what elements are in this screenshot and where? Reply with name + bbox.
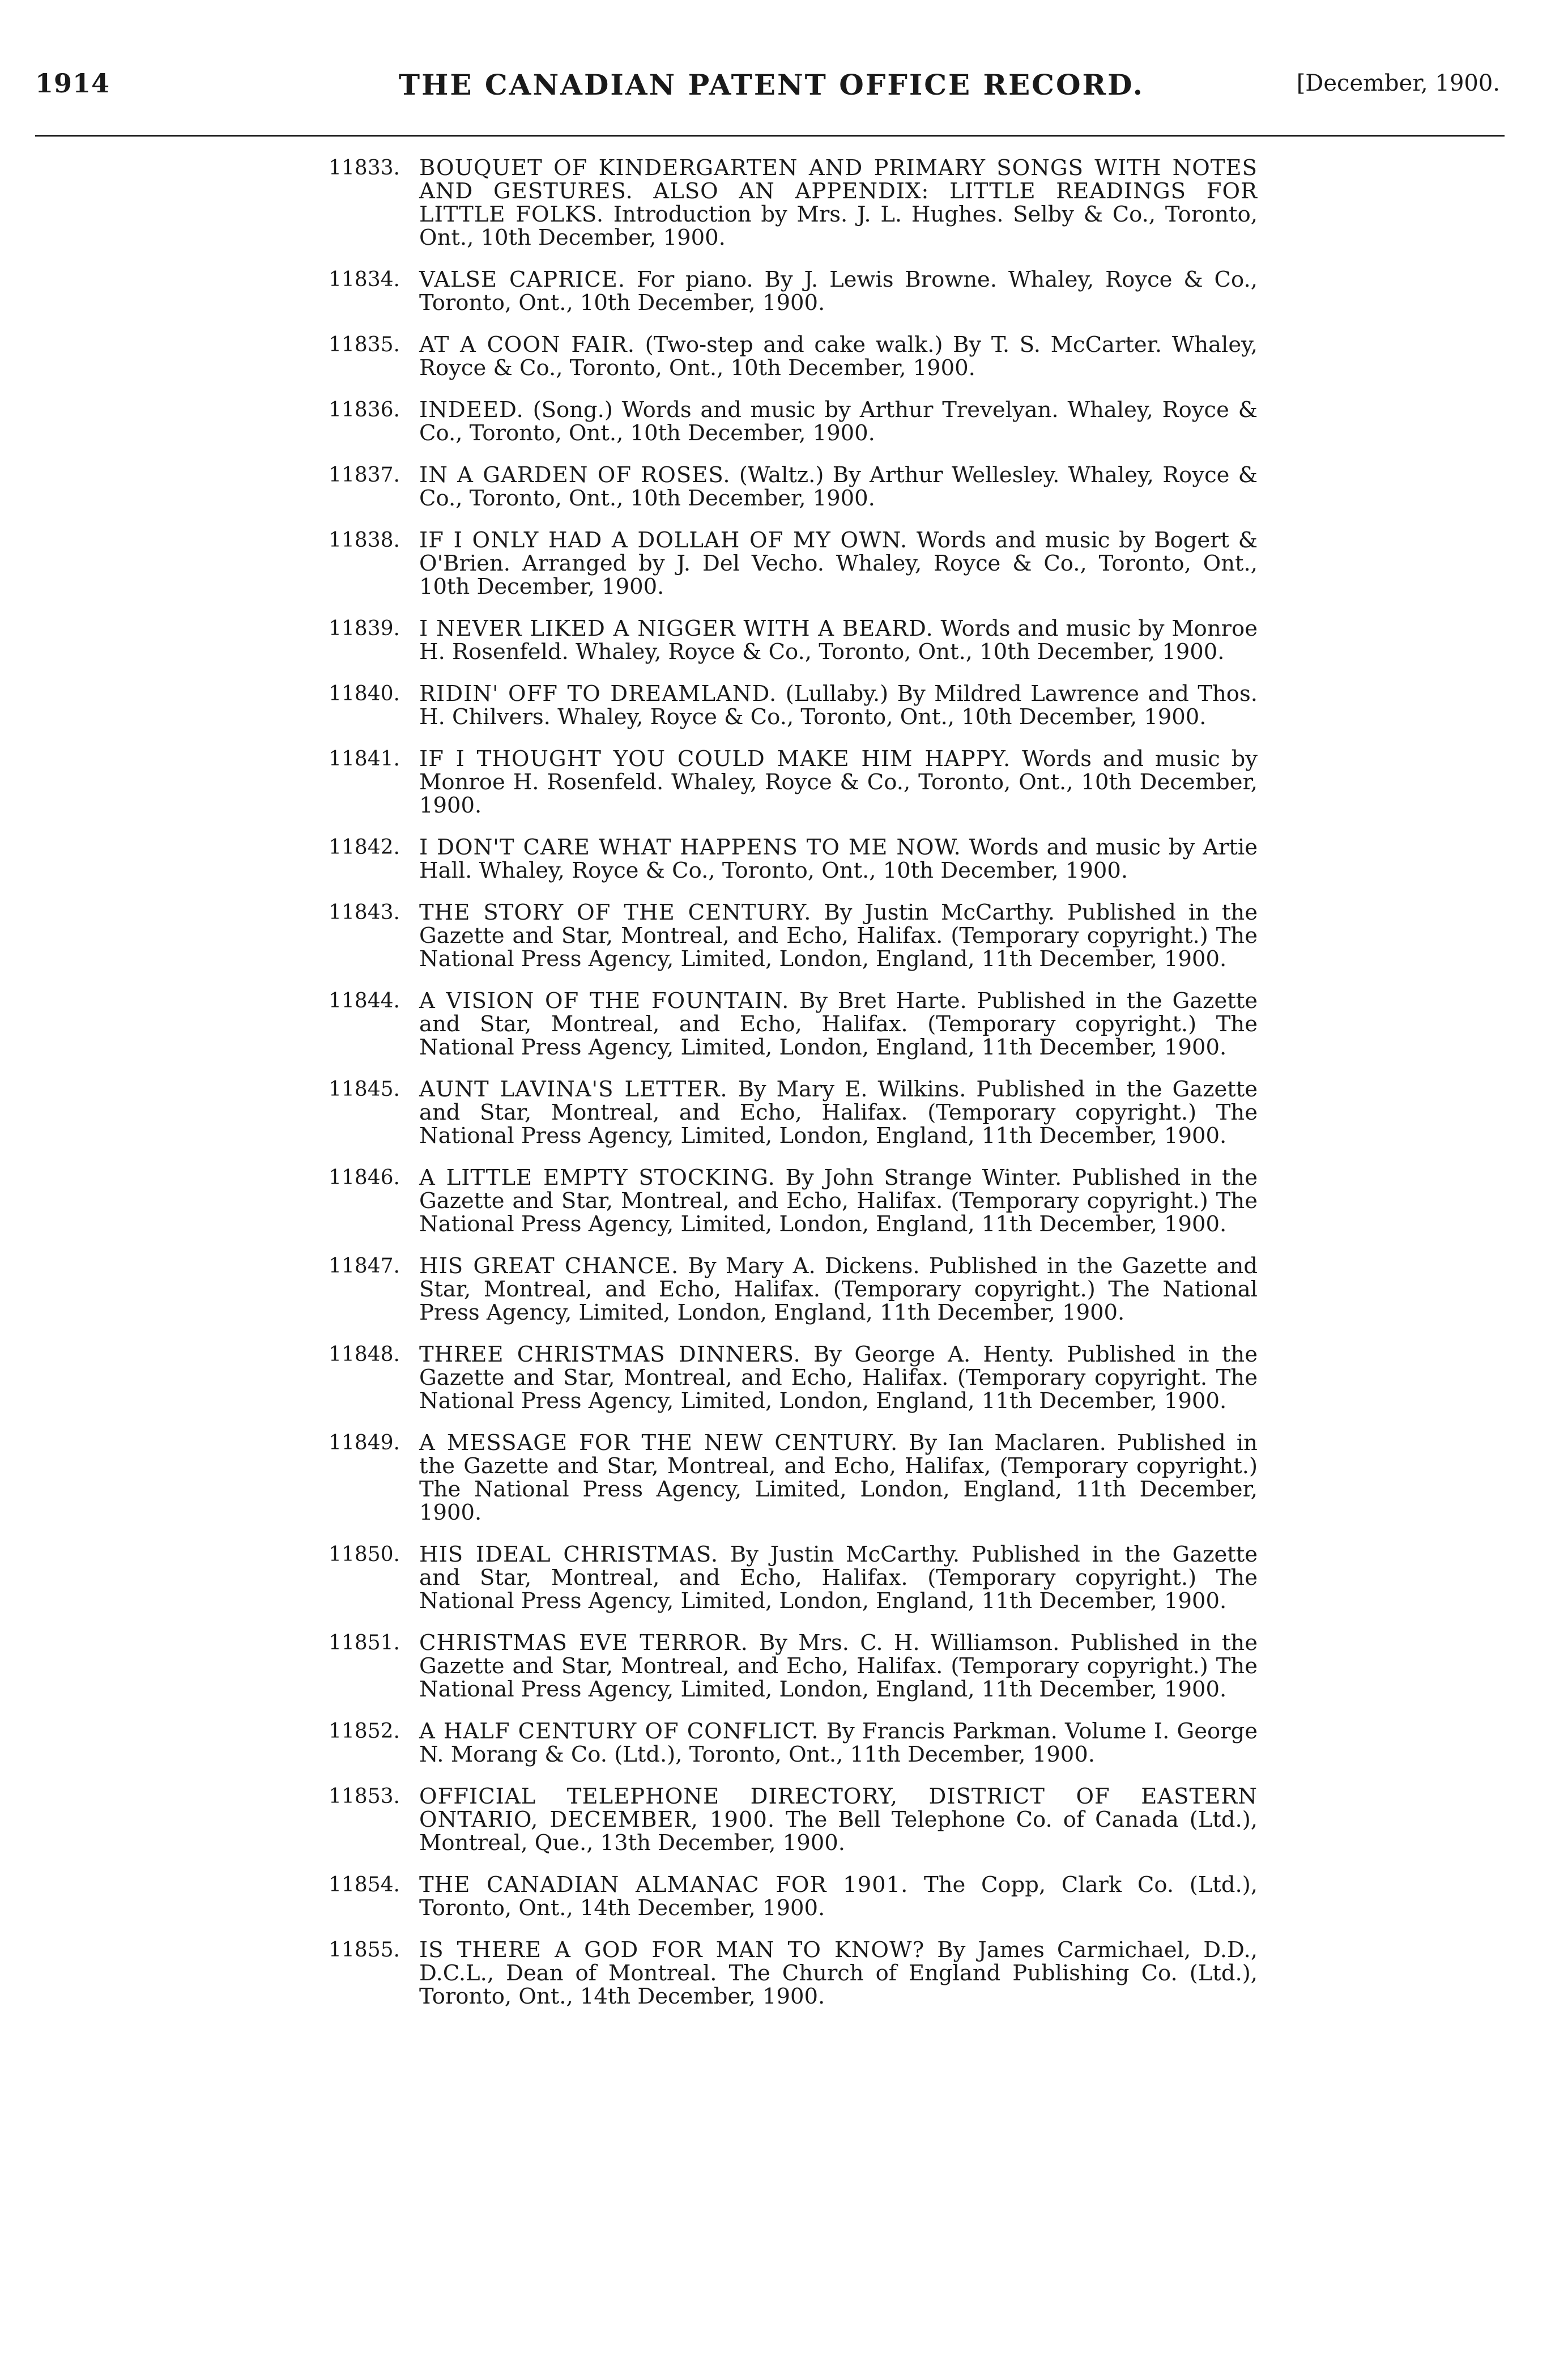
entry-number: 11837. [329, 463, 400, 487]
list-item [329, 398, 1258, 445]
entry-title: AT A COON FAIR. [419, 332, 635, 358]
entry-number: 11833. [329, 156, 400, 180]
list-item [329, 268, 1258, 314]
list-item [329, 1543, 1258, 1613]
entry-number: 11854. [329, 1873, 400, 1896]
entry-title: IF I ONLY HAD A DOLLAH OF MY OWN. [419, 528, 908, 553]
entry-number: 11834. [329, 268, 400, 291]
entry-details: By Justin McCarthy. Published in the Gazette and Star, Montreal, and Echo, Halifax. (Temporary copyright.) The National Press Agency, Limited, London, England, 11th December, 1900. [419, 900, 1258, 972]
list-item [329, 747, 1258, 817]
list-item [329, 1166, 1258, 1236]
list-item [329, 1078, 1258, 1147]
entry-details: By Bret Harte. Published in the Gazette and Star, Montreal, and Echo, Halifax. (Temporary copyright.) The National Press Agency, Limited, London, England, 11th December, 1900. [419, 988, 1258, 1060]
entry-details: By George A. Henty. Published in the Gazette and Star, Montreal, and Echo, Halifax. (Temporary copyright. The National Press Agency, Limited, London, England, 11th December, 1900. [419, 1342, 1258, 1414]
entry-title: VALSE CAPRICE. [419, 267, 626, 292]
list-item [329, 682, 1258, 729]
entry-number: 11841. [329, 747, 400, 771]
entry-details: (Lullaby.) By Mildred Lawrence and Thos. H. Chilvers. Whaley, Royce & Co., Toronto, Ont., 10th December, 1900. [419, 681, 1258, 730]
entry-title: THE CANADIAN ALMANAC FOR 1901. [419, 1872, 909, 1898]
list-item [329, 1873, 1258, 1920]
entry-number: 11843. [329, 901, 400, 924]
list-item [329, 463, 1258, 510]
page-header [35, 68, 1508, 113]
list-item [329, 1785, 1258, 1855]
entry-details: (Song.) Words and music by Arthur Trevelyan. Whaley, Royce & Co., Toronto, Ont., 10th December, 1900. [419, 397, 1258, 446]
entry-title: A MESSAGE FOR THE NEW CENTURY. [419, 1430, 898, 1456]
entry-number: 11842. [329, 836, 400, 859]
entry-details: By John Strange Winter. Published in the Gazette and Star, Montreal, and Echo, Halifax. (Temporary copyright.) The National Press Agency, Limited, London, England, 11th December, 1900. [419, 1165, 1258, 1237]
list-item [329, 836, 1258, 882]
entry-number: 11846. [329, 1166, 400, 1189]
entry-title: I NEVER LIKED A NIGGER WITH A BEARD. [419, 616, 934, 641]
entry-title: CHRISTMAS EVE TERROR. [419, 1630, 748, 1656]
header-rule [35, 135, 1505, 137]
entry-number: 11836. [329, 398, 400, 422]
entry-title: THREE CHRISTMAS DINNERS. [419, 1342, 801, 1367]
list-item [329, 1631, 1258, 1701]
list-item [329, 1938, 1258, 2008]
list-item [329, 989, 1258, 1059]
entry-title: IS THERE A GOD FOR MAN TO KNOW? [419, 1937, 925, 1963]
copyright-entries-list [329, 156, 1258, 2027]
entry-details: By Justin McCarthy. Published in the Gazette and Star, Montreal, and Echo, Halifax. (Temporary copyright.) The National Press Agency, Limited, London, England, 11th December, 1900. [419, 1542, 1258, 1614]
entry-details: For piano. By J. Lewis Browne. Whaley, Royce & Co., Toronto, Ont., 10th December, 1900. [419, 267, 1258, 316]
entry-title: A VISION OF THE FOUNTAIN. [419, 988, 790, 1014]
entry-number: 11849. [329, 1431, 400, 1455]
entry-number: 11835. [329, 333, 400, 356]
publication-title: THE CANADIAN PATENT OFFICE RECORD. [398, 68, 1145, 101]
entry-details: By Mary E. Wilkins. Published in the Gazette and Star, Montreal, and Echo, Halifax. (Temporary copyright.) The National Press Agency, Limited, London, England, 11th December, 1900. [419, 1077, 1258, 1149]
list-item [329, 617, 1258, 664]
entry-details: Words and music by Monroe H. Rosenfeld. Whaley, Royce & Co., Toronto, Ont., 10th December, 1900. [419, 616, 1258, 665]
entry-title: OFFICIAL TELEPHONE DIRECTORY, DISTRICT OF EASTERN ONTARIO, DECEMBER, 1900. [419, 1784, 1258, 1832]
entry-details: Words and music by Bogert & O'Brien. Arranged by J. Del Vecho. Whaley, Royce & Co., Toronto, Ont., 10th December, 1900. [419, 528, 1258, 599]
entry-details: By Francis Parkman. Volume I. George N. Morang & Co. (Ltd.), Toronto, Ont., 11th December, 1900. [419, 1719, 1258, 1767]
entry-number: 11851. [329, 1631, 400, 1655]
entry-details: By James Carmichael, D.D., D.C.L., Dean of Montreal. The Church of England Publishing Co. (Ltd.), Toronto, Ont., 14th December, 1900. [419, 1937, 1258, 2009]
entry-title: INDEED. [419, 397, 524, 423]
entry-title: HIS GREAT CHANCE. [419, 1253, 679, 1279]
entry-number: 11848. [329, 1343, 400, 1366]
entry-title: A LITTLE EMPTY STOCKING. [419, 1165, 776, 1190]
entry-details: Words and music by Artie Hall. Whaley, Royce & Co., Toronto, Ont., 10th December, 1900. [419, 835, 1258, 883]
entry-number: 11838. [329, 529, 400, 552]
entry-number: 11839. [329, 617, 400, 640]
entry-details: By Mary A. Dickens. Published in the Gazette and Star, Montreal, and Echo, Halifax. (Temporary copyright.) The National Press Agency, Limited, London, England, 11th December, 1900. [419, 1253, 1258, 1325]
entry-number: 11855. [329, 1938, 400, 1962]
entry-details: The Copp, Clark Co. (Ltd.), Toronto, Ont., 14th December, 1900. [419, 1872, 1258, 1921]
entry-title: THE STORY OF THE CENTURY. [419, 900, 812, 925]
list-item [329, 529, 1258, 598]
entry-title: IF I THOUGHT YOU COULD MAKE HIM HAPPY. [419, 746, 1011, 772]
page-number: 1914 [35, 68, 110, 99]
entry-details: By Ian Maclaren. Published in the Gazette and Star, Montreal, and Echo, Halifax, (Temporary copyright.) The National Press Agency, Limited, London, England, 11th December, 1900. [419, 1430, 1258, 1525]
entry-number: 11852. [329, 1720, 400, 1743]
entry-number: 11850. [329, 1543, 400, 1566]
entry-number: 11840. [329, 682, 400, 705]
list-item [329, 156, 1258, 249]
list-item [329, 901, 1258, 971]
entry-details: The Bell Telephone Co. of Canada (Ltd.), Montreal, Que., 13th December, 1900. [419, 1807, 1258, 1856]
entry-details: (Waltz.) By Arthur Wellesley. Whaley, Royce & Co., Toronto, Ont., 10th December, 1900. [419, 462, 1258, 511]
entry-title: RIDIN' OFF TO DREAMLAND. [419, 681, 777, 707]
entry-details: (Two-step and cake walk.) By T. S. McCarter. Whaley, Royce & Co., Toronto, Ont., 10th December, 1900. [419, 332, 1258, 381]
list-item [329, 1343, 1258, 1413]
entry-title: HIS IDEAL CHRISTMAS. [419, 1542, 719, 1567]
entry-title: A HALF CENTURY OF CONFLICT. [419, 1719, 819, 1744]
list-item [329, 1720, 1258, 1766]
entry-number: 11847. [329, 1254, 400, 1278]
list-item [329, 333, 1258, 380]
entry-details: By Mrs. C. H. Williamson. Published in the Gazette and Star, Montreal, and Echo, Halifax. (Temporary copyright.) The National Press Agency, Limited, London, England, 11th December, 1900. [419, 1630, 1258, 1702]
entry-title: BOUQUET OF KINDERGARTEN AND PRIMARY SONGS WITH NOTES AND GESTURES. ALSO AN APPENDIX: LITTLE READINGS FOR LITTLE FOLKS. [419, 155, 1258, 227]
list-item [329, 1431, 1258, 1524]
entry-title: IN A GARDEN OF ROSES. [419, 462, 731, 488]
entry-number: 11844. [329, 989, 400, 1013]
entry-details: Words and music by Monroe H. Rosenfeld. Whaley, Royce & Co., Toronto, Ont., 10th December, 1900. [419, 746, 1258, 818]
issue-date: [December, 1900. [1296, 70, 1500, 96]
entry-title: AUNT LAVINA'S LETTER. [419, 1077, 728, 1102]
entry-number: 11853. [329, 1785, 400, 1808]
list-item [329, 1254, 1258, 1324]
entry-details: Introduction by Mrs. J. L. Hughes. Selby & Co., Toronto, Ont., 10th December, 1900. [419, 202, 1258, 250]
entry-number: 11845. [329, 1078, 400, 1101]
entry-title: I DON'T CARE WHAT HAPPENS TO ME NOW. [419, 835, 961, 860]
